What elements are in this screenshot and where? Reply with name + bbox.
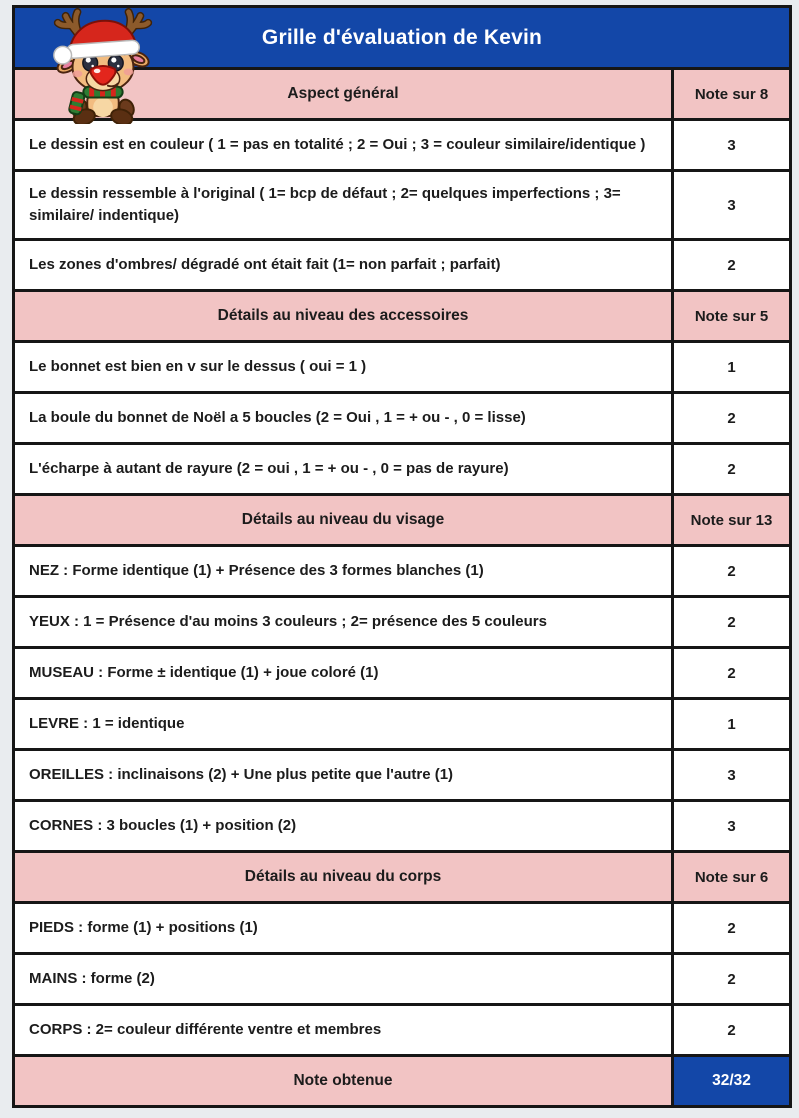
- page-title: Grille d'évaluation de Kevin: [261, 25, 543, 49]
- section-header-accessoires: [15, 289, 789, 340]
- criterion-row: [15, 646, 789, 697]
- evaluation-grid: [12, 5, 792, 1108]
- section-header-corps: [15, 850, 789, 901]
- score-cell: 2: [671, 394, 789, 442]
- criterion-row: [15, 544, 789, 595]
- section-title: Détails au niveau du corps: [244, 867, 442, 885]
- criterion-row: [15, 340, 789, 391]
- criterion-row: [15, 238, 789, 289]
- section-note-max: Note sur 13: [671, 496, 789, 544]
- criterion-row: [15, 952, 789, 1003]
- score-cell: 2: [671, 598, 789, 646]
- total-label: Note obtenue: [293, 1071, 393, 1089]
- criterion-row: [15, 118, 789, 169]
- criterion-label: MAINS : forme (2): [29, 970, 155, 988]
- criterion-label: Le dessin est en couleur ( 1 = pas en totalité ; 2 = Oui ; 3 = couleur similaire/identique ): [29, 136, 646, 154]
- score-cell: 2: [671, 649, 789, 697]
- criterion-row: [15, 697, 789, 748]
- criterion-label: L'écharpe à autant de rayure (2 = oui , 1 = + ou - , 0 = pas de rayure): [29, 460, 509, 478]
- score-cell: 2: [671, 445, 789, 493]
- criterion-label: MUSEAU : Forme ± identique (1) + joue coloré (1): [29, 664, 379, 682]
- criterion-label: NEZ : Forme identique (1) + Présence des 3 formes blanches (1): [29, 562, 484, 580]
- criterion-row: [15, 169, 789, 238]
- criterion-label: CORNES : 3 boucles (1) + position (2): [29, 817, 297, 835]
- criterion-row: [15, 391, 789, 442]
- score-cell: 3: [671, 751, 789, 799]
- criterion-row: [15, 1003, 789, 1054]
- reindeer-mascot-icon: [48, 8, 158, 124]
- score-cell: 3: [671, 172, 789, 238]
- score-cell: 1: [671, 700, 789, 748]
- section-title: Détails au niveau des accessoires: [217, 306, 469, 324]
- score-cell: 3: [671, 121, 789, 169]
- criterion-label: PIEDS : forme (1) + positions (1): [29, 919, 258, 937]
- criterion-row: [15, 748, 789, 799]
- section-note-max: Note sur 5: [671, 292, 789, 340]
- score-cell: 2: [671, 547, 789, 595]
- criterion-row: [15, 595, 789, 646]
- criterion-label: La boule du bonnet de Noël a 5 boucles (2 = Oui , 1 = + ou - , 0 = lisse): [29, 409, 526, 427]
- section-note-max: Note sur 6: [671, 853, 789, 901]
- section-note-max: Note sur 8: [671, 70, 789, 118]
- criterion-label: Le bonnet est bien en v sur le dessus ( oui = 1 ): [29, 358, 367, 376]
- criterion-row: [15, 901, 789, 952]
- total-score: 32/32: [671, 1057, 789, 1105]
- criterion-label: CORPS : 2= couleur différente ventre et membres: [29, 1021, 382, 1039]
- criterion-row: [15, 442, 789, 493]
- criterion-label: YEUX : 1 = Présence d'au moins 3 couleurs ; 2= présence des 5 couleurs: [29, 613, 547, 631]
- total-row: [15, 1054, 789, 1105]
- criterion-row: [15, 799, 789, 850]
- section-title: Aspect général: [287, 84, 399, 102]
- score-cell: 3: [671, 802, 789, 850]
- criterion-label: Les zones d'ombres/ dégradé ont était fait (1= non parfait ; parfait): [29, 256, 501, 274]
- score-cell: 2: [671, 1006, 789, 1054]
- score-cell: 2: [671, 904, 789, 952]
- score-cell: 2: [671, 241, 789, 289]
- section-title: Détails au niveau du visage: [241, 510, 445, 528]
- criterion-label: LEVRE : 1 = identique: [29, 715, 185, 733]
- score-cell: 2: [671, 955, 789, 1003]
- score-cell: 1: [671, 343, 789, 391]
- section-header-visage: [15, 493, 789, 544]
- criterion-label: OREILLES : inclinaisons (2) + Une plus petite que l'autre (1): [29, 766, 454, 784]
- criterion-label: Le dessin ressemble à l'original ( 1= bcp de défaut ; 2= quelques imperfections ; 3= similaire/ indentique): [29, 185, 621, 224]
